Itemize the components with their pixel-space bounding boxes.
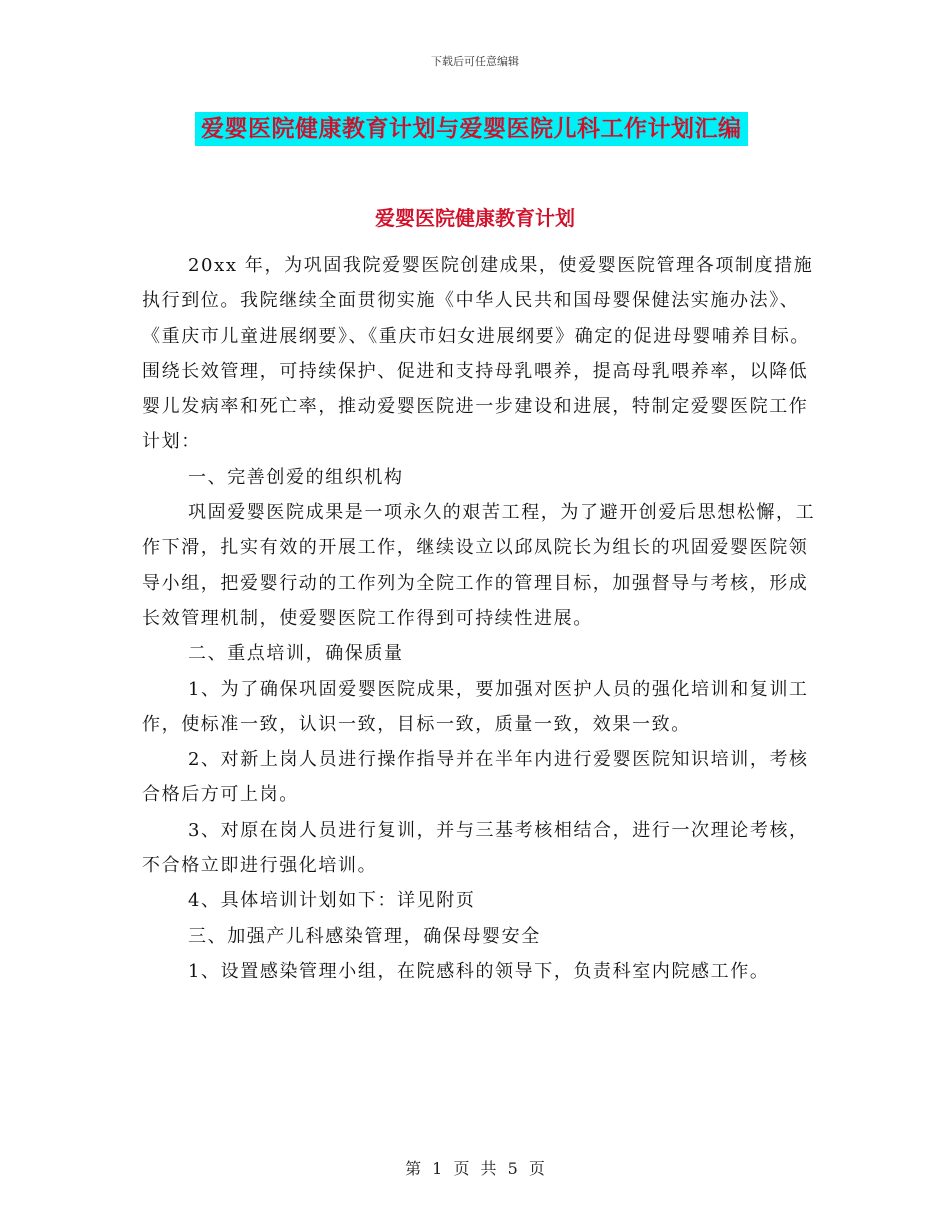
header-note: 下载后可任意编辑 [431, 55, 519, 68]
heading-organization: 一、完善创爱的组织机构 [188, 466, 404, 488]
paragraph-training-3: 3、对原在岗人员进行复训，并与三基考核相结合，进行一次理论考核，不合格立即进行强化培训。 [142, 819, 809, 877]
heading-infection: 三、加强产儿科感染管理，确保母婴安全 [188, 925, 541, 947]
heading-training: 二、重点培训，确保质量 [188, 643, 404, 665]
paragraph-organization: 巩固爱婴医院成果是一项永久的艰苦工程，为了避开创爱后思想松懈，工作下滑，扎实有效的开展工作，继续设立以邱凤院长为组长的巩固爱婴医院领导小组，把爱婴行动的工作列为全院工作的管理目标，加强督导与考核，形成长效管理机制，使爱婴医院工作得到可持续性进展。 [142, 502, 816, 629]
document-body [142, 248, 822, 989]
paragraph-intro: 20xx 年，为巩固我院爱婴医院创建成果，使爱婴医院管理各项制度措施执行到位。我院继续全面贯彻实施《中华人民共和国母婴保健法实施办法》、《重庆市儿童进展纲要》、《重庆市妇女进展纲要》确定的促进母婴哺养目标。围绕长效管理，可持续保护、促进和支持母乳喂养，提高母乳喂养率，以降低婴儿发病率和死亡率，推动爱婴医院进一步建设和进展，特制定爱婴医院工作计划： [142, 255, 814, 453]
page-number: 第 1 页 共 5 页 [405, 1159, 545, 1178]
document-title: 爱婴医院健康教育计划与爱婴医院儿科工作计划汇编 [195, 112, 748, 146]
paragraph-infection-1: 1、设置感染管理小组，在院感科的领导下，负责科室内院感工作。 [188, 960, 770, 982]
paragraph-training-2: 2、对新上岗人员进行操作指导并在半年内进行爱婴医院知识培训，考核合格后方可上岗。 [142, 749, 809, 806]
paragraph-training-4: 4、具体培训计划如下：详见附页 [188, 890, 476, 912]
paragraph-training-1: 1、为了确保巩固爱婴医院成果，要加强对医护人员的强化培训和复训工作，使标准一致，认识一致，目标一致，质量一致，效果一致。 [142, 678, 809, 735]
section-title: 爱婴医院健康教育计划 [375, 206, 575, 230]
